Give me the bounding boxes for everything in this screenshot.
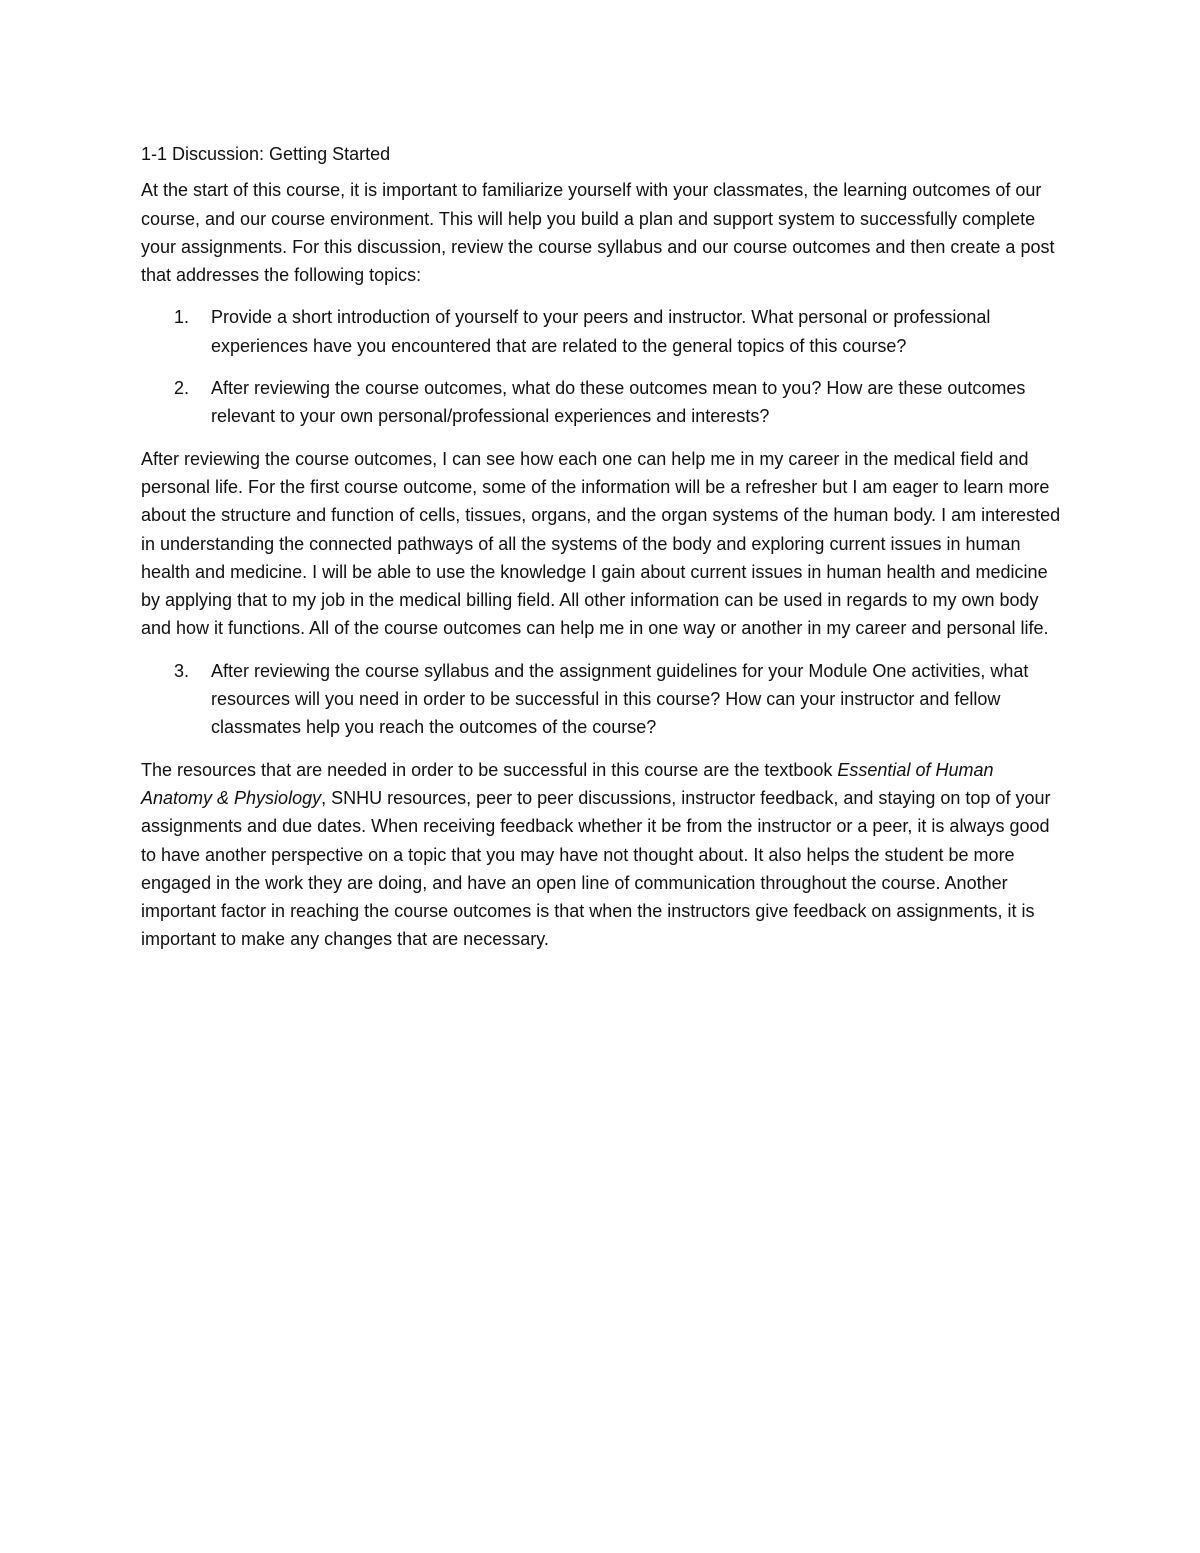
question-text: After reviewing the course syllabus and the assignment guidelines for your Module One activities, what resources will you need in order to be successful in this course? How can your instructor and fellow classmates help you reach the outcomes of the course? — [211, 660, 1029, 738]
book-title: Essential of Human Anatomy & Physiology — [141, 759, 994, 808]
answer-paragraph: After reviewing the course outcomes, I can see how each one can help me in my career in the medical field and personal life. For the first course outcome, some of the information will be a refresher but I am eager to learn more about the structure and function of cells, tissues, organs, and the organ systems of the human body. I am interested in understanding the connected pathways of all the systems of the body and exploring current issues in human health and medicine. I will be able to use the knowledge I gain about current issues in human health and medicine by applying that to my job in the medical billing field. All other information can be used in regards to my own body and how it functions. All of the course outcomes can help me in one way or another in my career and personal life. — [141, 448, 1061, 639]
question-number: 2. — [174, 378, 190, 399]
question-text: After reviewing the course outcomes, what do these outcomes mean to you? How are these outcomes relevant to your own personal/professional experiences and interests? — [211, 378, 1026, 427]
intro-paragraph: At the start of this course, it is important to familiarize yourself with your classmates, the learning outcomes of our course, and our course environment. This will help you build a plan and support system to successfully complete your assignments. For this discussion, review the course syllabus and our course outcomes and then create a post that addresses the following topics: — [141, 180, 1055, 286]
list-item — [141, 374, 1066, 431]
question-text: Provide a short introduction of yourself to your peers and instructor. What personal or professional experiences have you encountered that are related to the general topics of this course? — [211, 307, 991, 356]
question-number: 1. — [174, 307, 190, 328]
question-list — [141, 657, 1066, 742]
document-title: 1-1 Discussion: Getting Started — [141, 144, 391, 164]
question-list — [141, 303, 1066, 430]
question-number: 3. — [174, 660, 190, 681]
document-page — [141, 140, 1066, 968]
list-item — [141, 657, 1066, 742]
answer-text: The resources that are needed in order to be successful in this course are the textbook — [141, 759, 838, 780]
answer-text: , SNHU resources, peer to peer discussions, instructor feedback, and staying on top of your assignments and due dates. When receiving feedback whether it be from the instructor or a peer, it is always good to have another perspective on a topic that you may have not thought about. It also helps the student be more engaged in the work they are doing, and have an open line of communication throughout the course. Another important factor in reaching the course outcomes is that when the instructors give feedback on assignments, it is important to make any changes that are necessary. — [141, 787, 1051, 950]
answer-paragraph — [141, 756, 1066, 954]
list-item — [141, 303, 1066, 360]
